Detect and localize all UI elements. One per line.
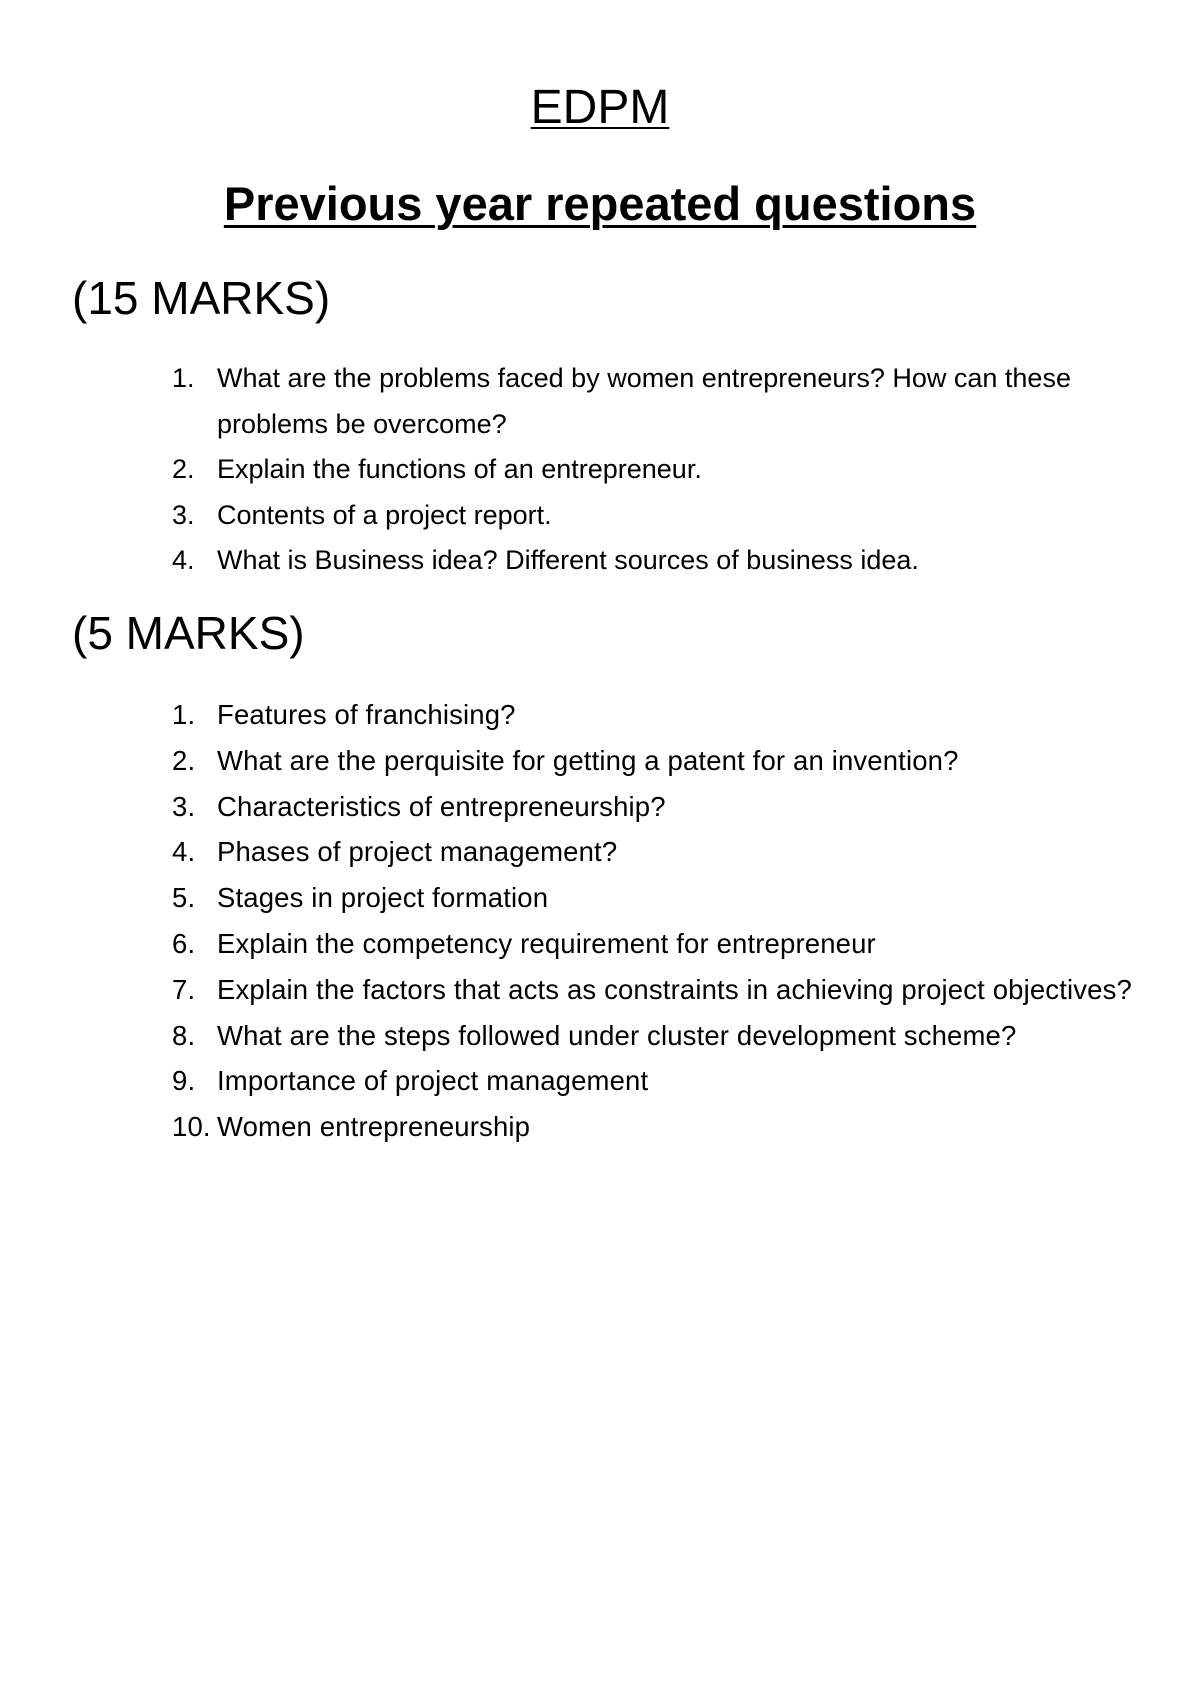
question-item bbox=[0, 692, 1200, 738]
document-subtitle: Previous year repeated questions bbox=[223, 177, 977, 230]
question-number: 5. bbox=[172, 882, 196, 914]
question-item bbox=[0, 784, 1200, 830]
question-item bbox=[0, 493, 1200, 539]
question-text: What is Business idea? Different sources of business idea. bbox=[217, 545, 919, 575]
question-item bbox=[0, 1013, 1200, 1059]
question-text: Explain the factors that acts as constraints in achieving project objectives? bbox=[217, 973, 1132, 1005]
question-number: 3. bbox=[172, 499, 195, 530]
question-number: 2. bbox=[172, 454, 195, 484]
question-text: What are the problems faced by women entrepreneurs? How can these problems be overcome? bbox=[217, 363, 1071, 439]
question-item bbox=[0, 967, 1200, 1013]
question-number: 1. bbox=[172, 363, 195, 393]
question-number: 9. bbox=[172, 1065, 196, 1097]
question-text: Characteristics of entrepreneurship? bbox=[217, 790, 666, 822]
question-item bbox=[0, 921, 1200, 967]
question-item bbox=[0, 1058, 1200, 1104]
question-number: 8. bbox=[172, 1019, 196, 1051]
question-text: Features of franchising? bbox=[217, 699, 516, 730]
question-text: What are the perquisite for getting a patent for an invention? bbox=[217, 744, 959, 776]
question-text: Contents of a project report. bbox=[217, 499, 552, 530]
question-list-15-marks bbox=[0, 356, 1200, 584]
question-text: What are the steps followed under cluster development scheme? bbox=[217, 1019, 1017, 1051]
question-number: 10. bbox=[172, 1111, 211, 1143]
question-text: Women entrepreneurship bbox=[217, 1111, 531, 1143]
question-item bbox=[0, 1104, 1200, 1150]
question-number: 7. bbox=[172, 973, 196, 1005]
question-number: 6. bbox=[172, 927, 196, 959]
question-text: Stages in project formation bbox=[217, 882, 549, 914]
section-heading-5-marks: (5 MARKS) bbox=[72, 607, 305, 659]
question-item bbox=[0, 829, 1200, 875]
question-item bbox=[0, 538, 1200, 584]
question-number: 2. bbox=[172, 744, 196, 776]
question-number: 4. bbox=[172, 836, 196, 868]
question-text: Phases of project management? bbox=[217, 836, 618, 868]
question-text: Explain the competency requirement for entrepreneur bbox=[217, 927, 876, 959]
question-number: 1. bbox=[172, 699, 196, 730]
question-item bbox=[0, 356, 1200, 447]
question-item bbox=[0, 875, 1200, 921]
section-heading-15-marks: (15 MARKS) bbox=[72, 272, 331, 324]
document-title: EDPM bbox=[530, 81, 670, 134]
question-number: 4. bbox=[172, 545, 195, 575]
question-text: Importance of project management bbox=[217, 1065, 649, 1097]
question-item bbox=[0, 447, 1200, 493]
question-list-5-marks bbox=[0, 692, 1200, 1150]
question-item bbox=[0, 738, 1200, 784]
question-text: Explain the functions of an entrepreneur. bbox=[217, 454, 702, 484]
question-number: 3. bbox=[172, 790, 196, 822]
